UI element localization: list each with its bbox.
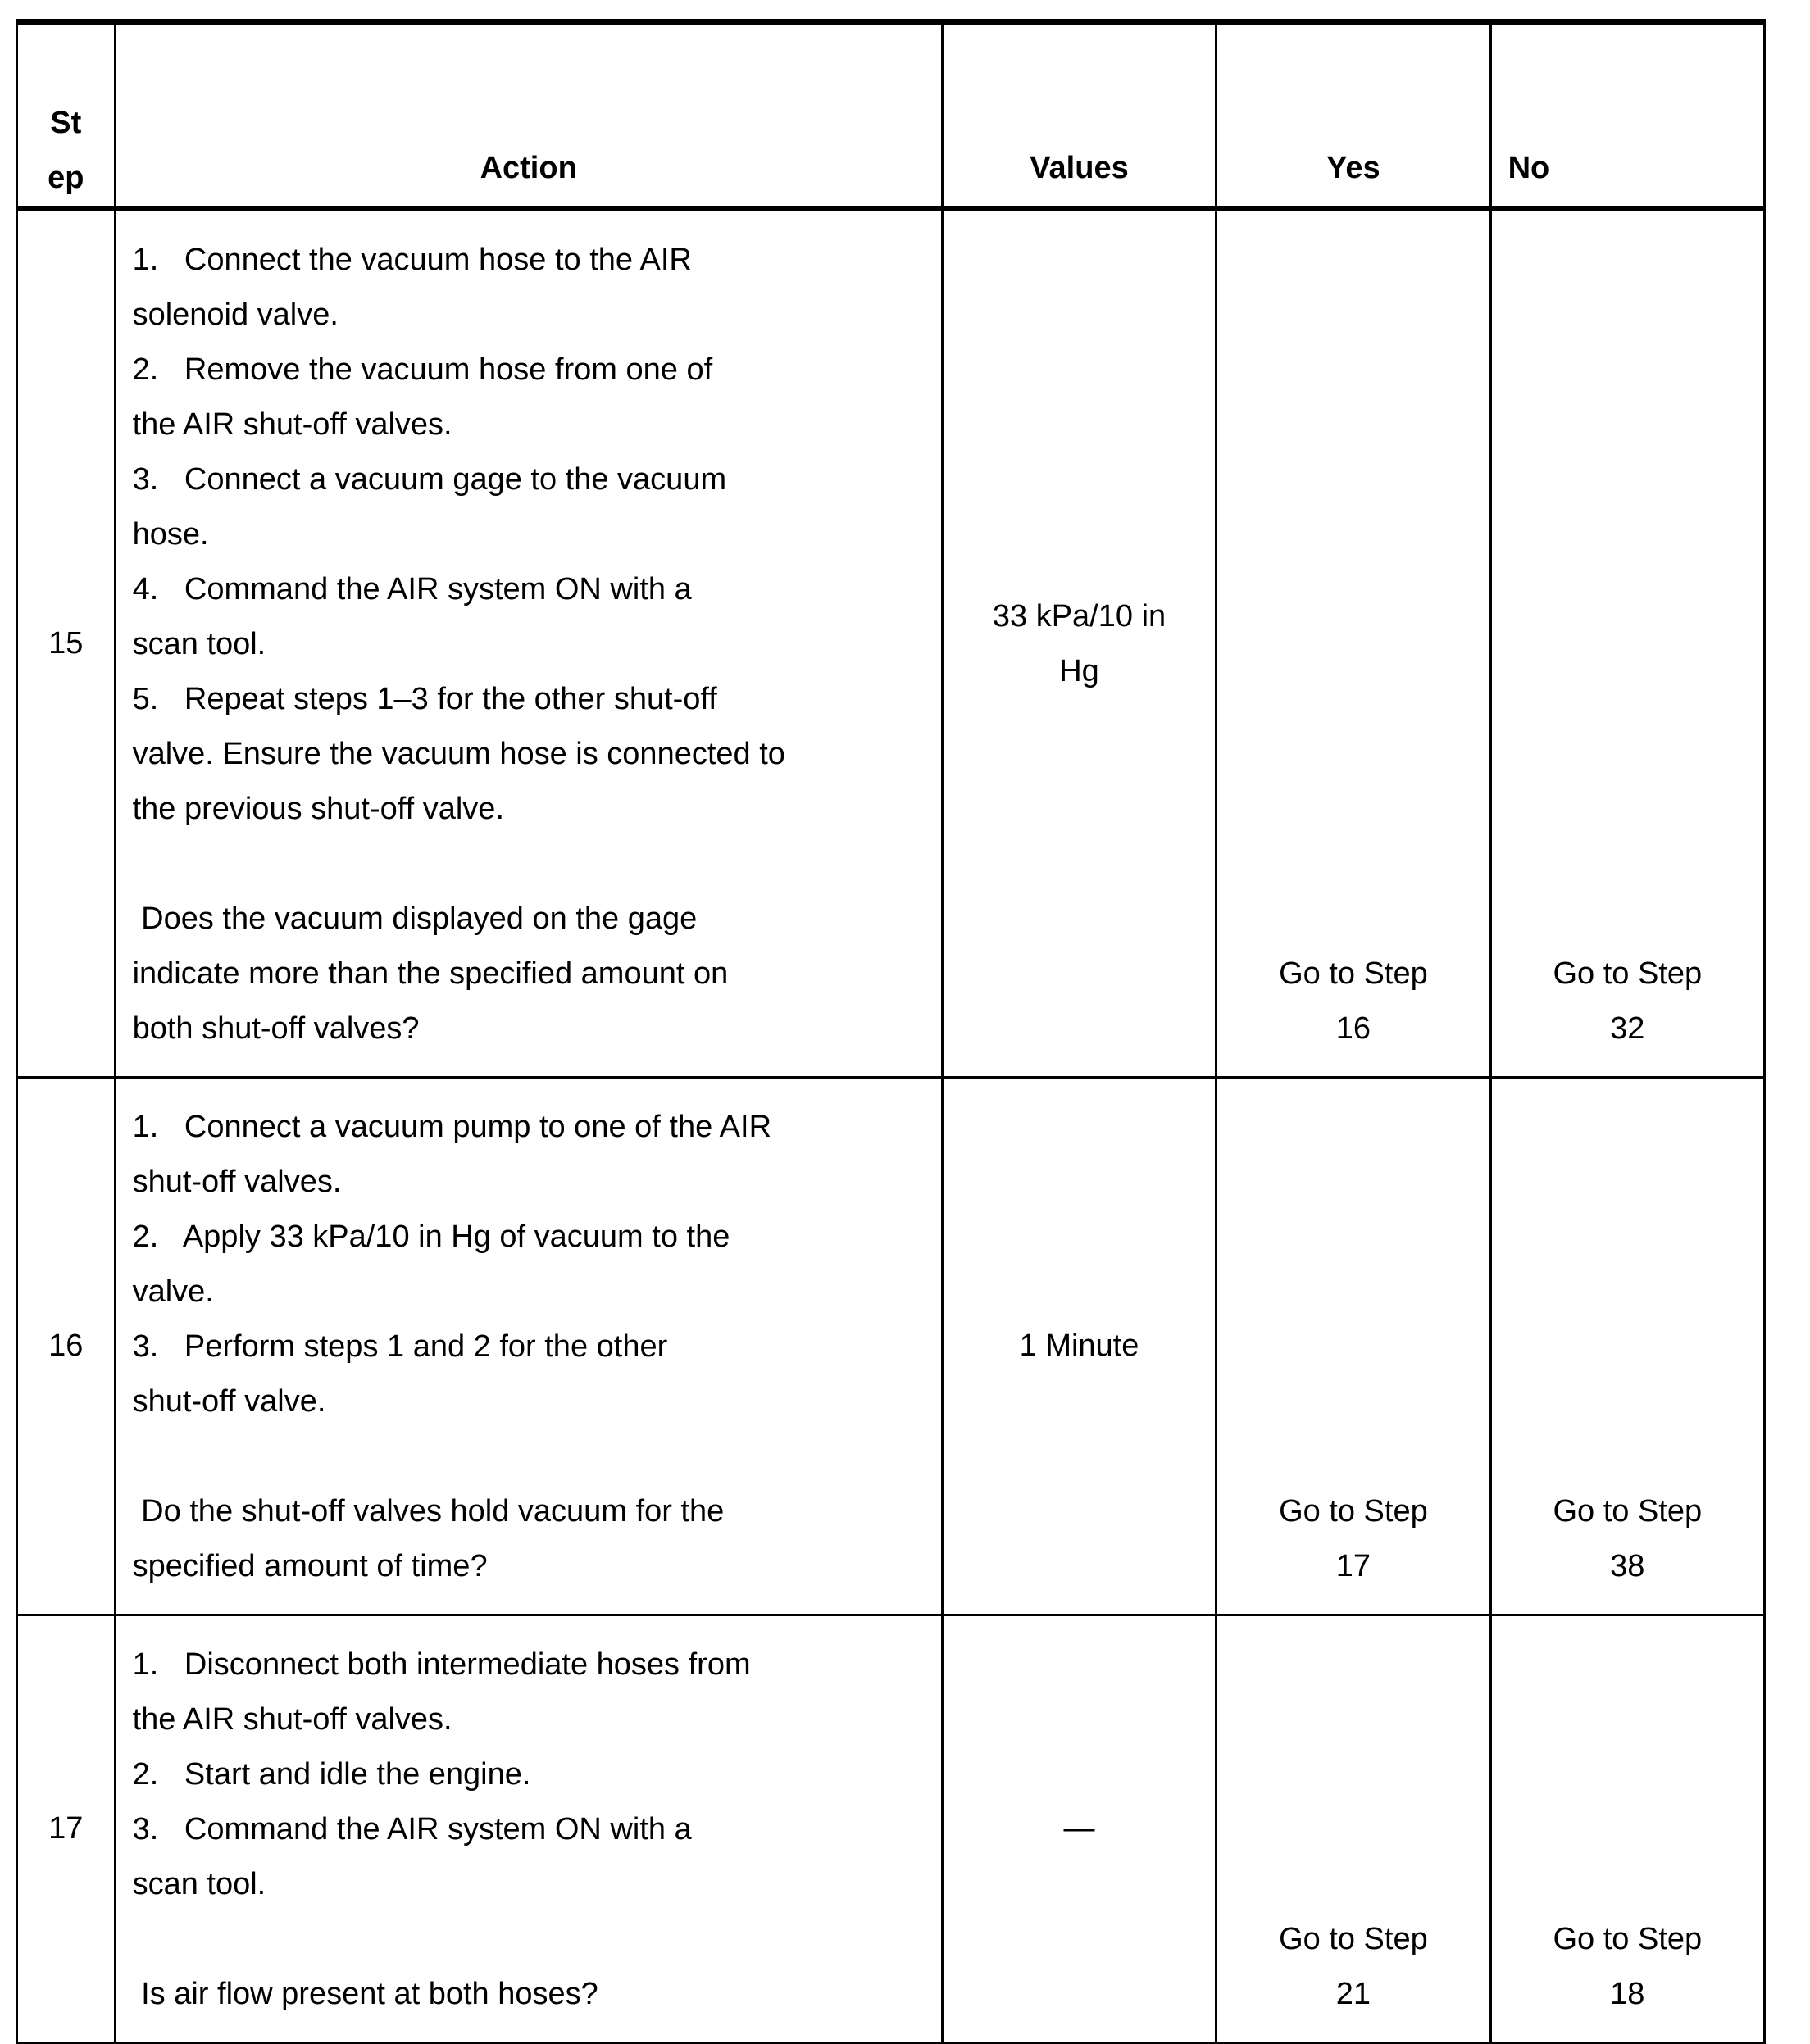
text-line: 1. Connect a vacuum pump to one of the AIR	[132, 1110, 772, 1144]
yes-cell	[1217, 209, 1490, 1078]
blank-line	[133, 1912, 925, 1967]
step-cell: 17	[17, 1615, 116, 2043]
step-cell: 15	[17, 209, 116, 1078]
text-line: the AIR shut-off valves.	[132, 407, 452, 442]
header-row	[17, 22, 1765, 209]
text-line: 3. Connect a vacuum gage to the vacuum	[132, 462, 727, 497]
yes-cell	[1217, 1615, 1490, 2043]
text-line: 18	[1610, 1977, 1645, 2011]
text-line: Is air flow present at both hoses?	[132, 1977, 598, 2011]
text-line: Go to Step	[1279, 956, 1428, 991]
step-cell: 16	[17, 1078, 116, 1615]
text-line: valve.	[132, 1274, 214, 1309]
text-line: shut-off valves.	[132, 1165, 342, 1199]
text-line: valve. Ensure the vacuum hose is connected to	[132, 737, 785, 771]
header-yes: Yes	[1217, 22, 1490, 209]
values-cell	[942, 1078, 1216, 1615]
text-line: 38	[1610, 1549, 1645, 1583]
values-cell	[942, 209, 1216, 1078]
text-line: Go to Step	[1553, 1494, 1703, 1528]
text-line: 2. Remove the vacuum hose from one of	[132, 352, 713, 387]
text-line: indicate more than the specified amount on	[132, 956, 729, 991]
blank-line	[133, 1429, 925, 1484]
text-line: 4. Command the AIR system ON with a	[132, 572, 692, 606]
text-line: 21	[1335, 1977, 1371, 2011]
action-cell	[115, 1078, 942, 1615]
text-line: 2. Start and idle the engine.	[132, 1757, 531, 1792]
text-line: 33 kPa/10 in	[992, 598, 1166, 634]
text-line: the previous shut-off valve.	[132, 792, 505, 826]
blank-line	[133, 837, 925, 892]
values-cell	[942, 1615, 1216, 2043]
diagnostic-table	[16, 19, 1766, 2044]
text-line: specified amount of time?	[132, 1549, 488, 1583]
text-line: solenoid valve.	[132, 298, 339, 332]
text-line: both shut-off valves?	[132, 1011, 420, 1046]
text-line: 1 Minute	[1019, 1329, 1139, 1363]
text-line: scan tool.	[132, 1867, 266, 1901]
text-line: 5. Repeat steps 1–3 for the other shut-off	[132, 682, 717, 716]
no-cell	[1490, 1615, 1764, 2043]
table-row	[17, 1078, 1765, 1615]
text-line: 3. Perform steps 1 and 2 for the other	[132, 1329, 668, 1364]
text-line: Go to Step	[1553, 956, 1703, 991]
header-step-line: St	[50, 106, 82, 140]
text-line: Go to Step	[1279, 1922, 1428, 1956]
text-line: the AIR shut-off valves.	[132, 1702, 452, 1737]
text-line: 2. Apply 33 kPa/10 in Hg of vacuum to the	[132, 1220, 730, 1254]
text-line: Go to Step	[1553, 1922, 1703, 1956]
action-cell	[115, 209, 942, 1078]
header-action: Action	[115, 22, 942, 209]
text-line: Does the vacuum displayed on the gage	[132, 902, 698, 936]
header-step	[17, 22, 116, 209]
text-line: hose.	[132, 517, 209, 552]
table-row	[17, 209, 1765, 1078]
text-line: Do the shut-off valves hold vacuum for the	[132, 1494, 725, 1528]
yes-cell	[1217, 1078, 1490, 1615]
text-line: 1. Connect the vacuum hose to the AIR	[132, 243, 692, 277]
text-line: 17	[1335, 1549, 1371, 1583]
header-values: Values	[942, 22, 1216, 209]
text-line: 3. Command the AIR system ON with a	[132, 1812, 692, 1846]
text-line: —	[1063, 1811, 1095, 1846]
table-row	[17, 1615, 1765, 2043]
text-line: Go to Step	[1279, 1494, 1428, 1528]
text-line: shut-off valve.	[132, 1384, 326, 1419]
no-cell	[1490, 1078, 1764, 1615]
text-line: 16	[1335, 1011, 1371, 1046]
no-cell	[1490, 209, 1764, 1078]
header-no: No	[1490, 22, 1764, 209]
text-line: Hg	[1059, 653, 1099, 688]
text-line: 1. Disconnect both intermediate hoses from	[132, 1647, 751, 1682]
action-cell	[115, 1615, 942, 2043]
header-step-line: ep	[48, 161, 84, 195]
text-line: scan tool.	[132, 627, 266, 661]
text-line: 32	[1610, 1011, 1645, 1046]
